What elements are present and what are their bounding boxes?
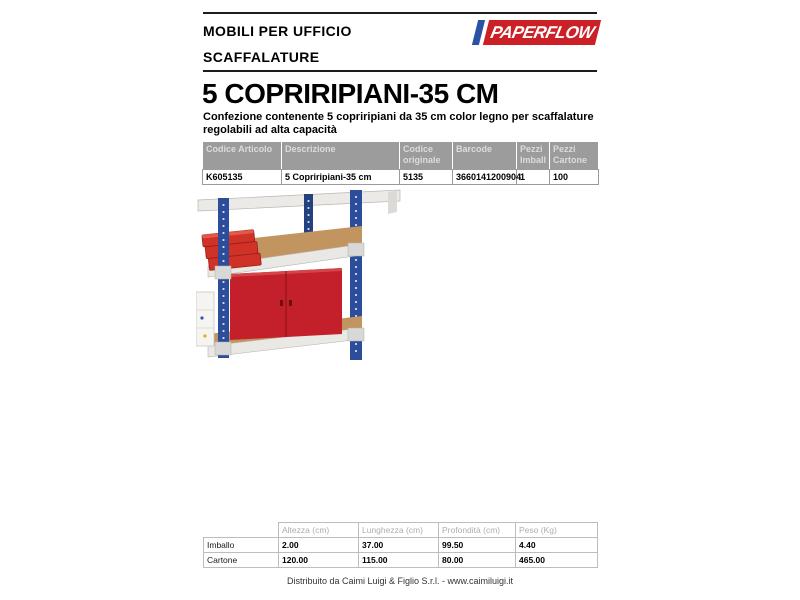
col-header-barcode: Barcode	[453, 142, 517, 170]
top-divider	[203, 12, 597, 14]
col-header-codice-originale: Codice originale	[400, 142, 453, 170]
white-label-boxes	[196, 292, 214, 346]
col-header-altezza: Altezza (cm)	[279, 523, 359, 538]
row-label-cartone: Cartone	[204, 553, 279, 568]
product-table-header-row	[203, 142, 599, 170]
cell-barcode: 3660141200904	[453, 169, 517, 184]
col-header-lunghezza: Lunghezza (cm)	[359, 523, 439, 538]
bracket-right-bottom	[348, 328, 364, 341]
product-description: Confezione contenente 5 copriripiani da 35 cm color legno per scaffalature regolabili ad alta capacità	[203, 111, 594, 137]
col-header-codice-articolo: Codice Articolo	[203, 142, 282, 170]
dimensions-row-cartone	[204, 553, 598, 568]
cartone-altezza: 120.00	[279, 553, 359, 568]
cell-pezzi-imball: 1	[517, 169, 550, 184]
cell-codice-articolo: K605135	[203, 169, 282, 184]
bracket-left-bottom	[215, 342, 231, 355]
bracket-right-middle	[348, 243, 364, 256]
cartone-profondita: 80.00	[439, 553, 516, 568]
product-table-row	[203, 169, 599, 184]
category-heading: MOBILI PER UFFICIO	[203, 23, 352, 39]
cartone-lunghezza: 115.00	[359, 553, 439, 568]
bracket-left-middle	[215, 266, 231, 279]
cell-codice-originale: 5135	[400, 169, 453, 184]
cell-descrizione: 5 Copriripiani-35 cm	[282, 169, 400, 184]
cabinet-handle-right	[289, 300, 292, 306]
dimensions-row-imballo	[204, 538, 598, 553]
logo-red-block	[483, 20, 601, 45]
product-table	[202, 141, 599, 185]
dimensions-table	[203, 522, 598, 568]
col-header-descrizione: Descrizione	[282, 142, 400, 170]
imballo-altezza: 2.00	[279, 538, 359, 553]
shelving-unit-photo	[196, 188, 402, 362]
red-cabinet	[230, 268, 342, 340]
col-header-blank	[204, 523, 279, 538]
cartone-peso: 465.00	[516, 553, 598, 568]
col-header-pezzi-cartone: Pezzi Cartone	[550, 142, 599, 170]
col-header-peso: Peso (Kg)	[516, 523, 598, 538]
distributor-footer: Distribuito da Caimi Luigi & Figlio S.r.l. - www.caimiluigi.it	[286, 576, 514, 586]
subcategory-heading: SCAFFALATURE	[203, 49, 320, 65]
imballo-profondita: 99.50	[439, 538, 516, 553]
top-shelf-right-edge	[388, 191, 397, 214]
imballo-lunghezza: 37.00	[359, 538, 439, 553]
product-title: 5 COPRIRIPIANI-35 CM	[202, 78, 499, 109]
cell-pezzi-cartone: 100	[550, 169, 599, 184]
red-tray-stack	[202, 229, 261, 271]
mid-divider	[203, 70, 597, 72]
brand-name: PAPERFLOW	[488, 22, 596, 42]
dimensions-header-row	[204, 523, 598, 538]
col-header-pezzi-imball: Pezzi Imball	[517, 142, 550, 170]
paperflow-logo	[473, 20, 598, 45]
row-label-imballo: Imballo	[204, 538, 279, 553]
imballo-peso: 4.40	[516, 538, 598, 553]
col-header-profondita: Profondità (cm)	[439, 523, 516, 538]
cabinet-handle-left	[280, 300, 283, 306]
